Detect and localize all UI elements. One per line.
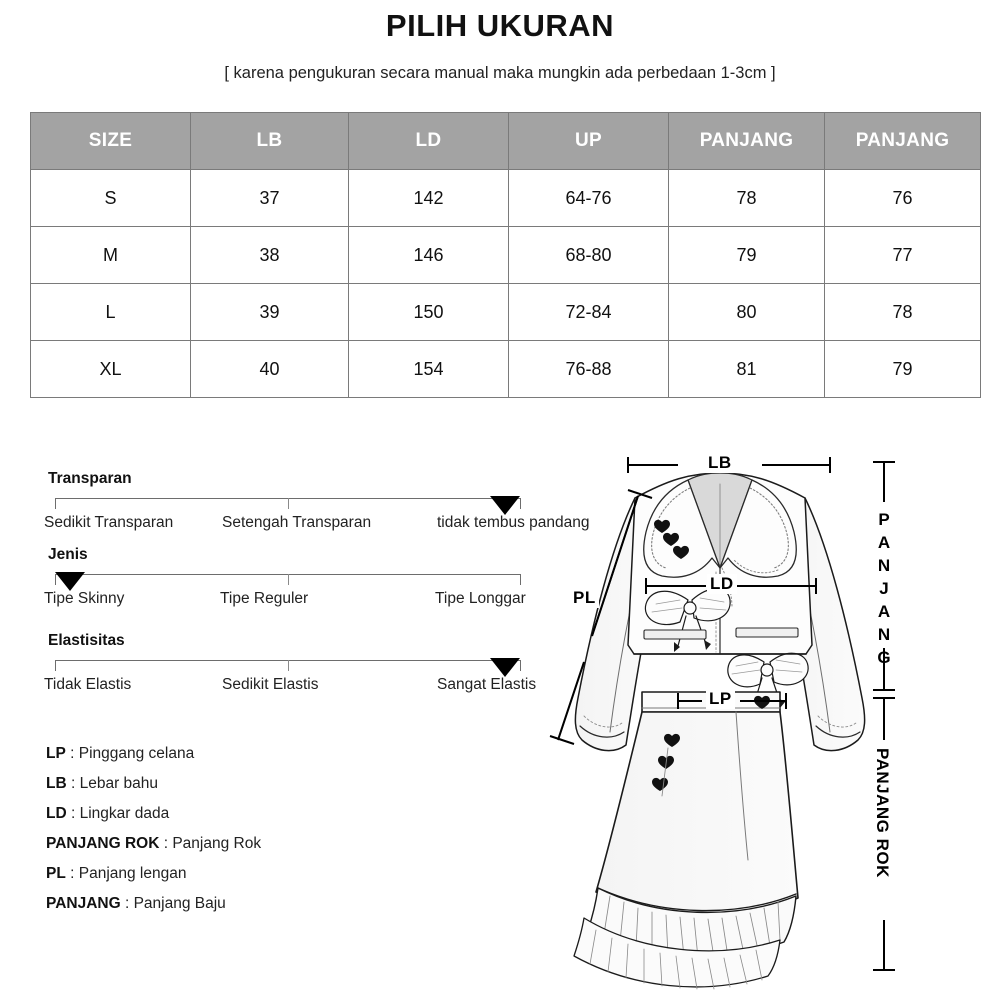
column-header-up: UP: [509, 113, 669, 170]
garment-technical-drawing: [540, 440, 1000, 995]
size-chart-table: [30, 112, 981, 398]
page-subtitle: [ karena pengukuran secara manual maka mungkin ada perbedaan 1-3cm ]: [224, 64, 776, 82]
dimension-label-pl: PL: [570, 588, 599, 608]
legend-item: [46, 805, 466, 835]
page-title: PILIH UKURAN: [385, 8, 615, 43]
scale-elastisitas: [0, 632, 570, 710]
scale-marker-transparan: [490, 496, 520, 515]
dimension-label-ld: LD: [707, 574, 737, 594]
scale-tick-middle: [288, 660, 289, 671]
legend-item: [46, 775, 466, 805]
cell-size: S: [31, 170, 191, 227]
cell-lb: 40: [191, 341, 349, 398]
cell-panjang-1: 81: [669, 341, 825, 398]
scale-label-elastisitas-2: Sedikit Elastis: [222, 676, 319, 693]
abbreviation-legend: [46, 745, 466, 925]
cell-up: 64-76: [509, 170, 669, 227]
legend-value: Panjang lengan: [78, 865, 187, 882]
cell-panjang-2: 79: [825, 341, 981, 398]
legend-item: [46, 745, 466, 775]
legend-key: PL: [46, 865, 66, 882]
cell-panjang-2: 77: [825, 227, 981, 284]
scale-tick-middle: [288, 574, 289, 585]
table-row: [31, 284, 981, 341]
legend-separator: :: [65, 745, 79, 762]
cell-ld: 146: [349, 227, 509, 284]
column-header-panjang-1: PANJANG: [669, 113, 825, 170]
scale-marker-elastisitas: [490, 658, 520, 677]
scale-label-transparan-2: Setengah Transparan: [222, 514, 372, 531]
cell-ld: 150: [349, 284, 509, 341]
scale-label-transparan-3: tidak tembus pandang: [437, 514, 590, 531]
cell-size: XL: [31, 341, 191, 398]
legend-key: LB: [46, 775, 67, 792]
scale-transparan: [0, 470, 590, 548]
cell-lb: 37: [191, 170, 349, 227]
legend-item: [46, 865, 466, 895]
dimension-label-panjang: P A N J A N G: [877, 510, 891, 667]
cell-panjang-2: 76: [825, 170, 981, 227]
dimension-label-lp: LP: [706, 689, 735, 709]
cell-up: 72-84: [509, 284, 669, 341]
cell-panjang-1: 79: [669, 227, 825, 284]
table-header-row: [31, 113, 981, 170]
garment-illustration: [540, 440, 1000, 995]
cell-panjang-1: 78: [669, 170, 825, 227]
cell-ld: 154: [349, 341, 509, 398]
scale-label-elastisitas-3: Sangat Elastis: [437, 676, 537, 693]
table-row: [31, 227, 981, 284]
legend-separator: :: [159, 835, 173, 852]
scale-label-jenis-3: Tipe Longgar: [435, 590, 526, 607]
legend-key: LP: [46, 745, 66, 762]
scale-label-jenis-1: Tipe Skinny: [44, 590, 125, 607]
legend-value: Pinggang celana: [78, 745, 195, 762]
cell-size: M: [31, 227, 191, 284]
scale-marker-jenis: [55, 572, 85, 591]
legend-separator: :: [65, 865, 79, 882]
legend-item: [46, 835, 466, 865]
scale-label-elastisitas-1: Tidak Elastis: [44, 676, 132, 693]
scale-label-jenis-2: Tipe Reguler: [220, 590, 309, 607]
legend-value: Panjang Rok: [172, 835, 262, 852]
scale-tick-middle: [288, 498, 289, 509]
scale-title-jenis: Jenis: [48, 546, 88, 563]
legend-value: Lebar bahu: [79, 775, 159, 792]
column-header-lb: LB: [191, 113, 349, 170]
scale-title-elastisitas: Elastisitas: [48, 632, 125, 649]
legend-value: Panjang Baju: [133, 895, 226, 912]
legend-separator: :: [66, 775, 80, 792]
legend-key: PANJANG: [46, 895, 121, 912]
cell-ld: 142: [349, 170, 509, 227]
cell-up: 76-88: [509, 341, 669, 398]
legend-value: Lingkar dada: [79, 805, 170, 822]
column-header-size: SIZE: [31, 113, 191, 170]
legend-separator: :: [120, 895, 134, 912]
cell-up: 68-80: [509, 227, 669, 284]
scale-label-transparan-1: Sedikit Transparan: [44, 514, 174, 531]
cell-lb: 38: [191, 227, 349, 284]
scale-jenis: [0, 546, 570, 624]
column-header-ld: LD: [349, 113, 509, 170]
dimension-label-lb: LB: [705, 453, 735, 473]
table-row: [31, 170, 981, 227]
scale-title-transparan: Transparan: [48, 470, 132, 487]
column-header-panjang-2: PANJANG: [825, 113, 981, 170]
legend-item: [46, 895, 466, 925]
legend-key: PANJANG ROK: [46, 835, 160, 852]
legend-key: LD: [46, 805, 67, 822]
legend-separator: :: [66, 805, 80, 822]
cell-panjang-1: 80: [669, 284, 825, 341]
table-row: [31, 341, 981, 398]
cell-panjang-2: 78: [825, 284, 981, 341]
cell-lb: 39: [191, 284, 349, 341]
dimension-label-panjang-rok: PANJANG ROK: [873, 748, 892, 878]
cell-size: L: [31, 284, 191, 341]
